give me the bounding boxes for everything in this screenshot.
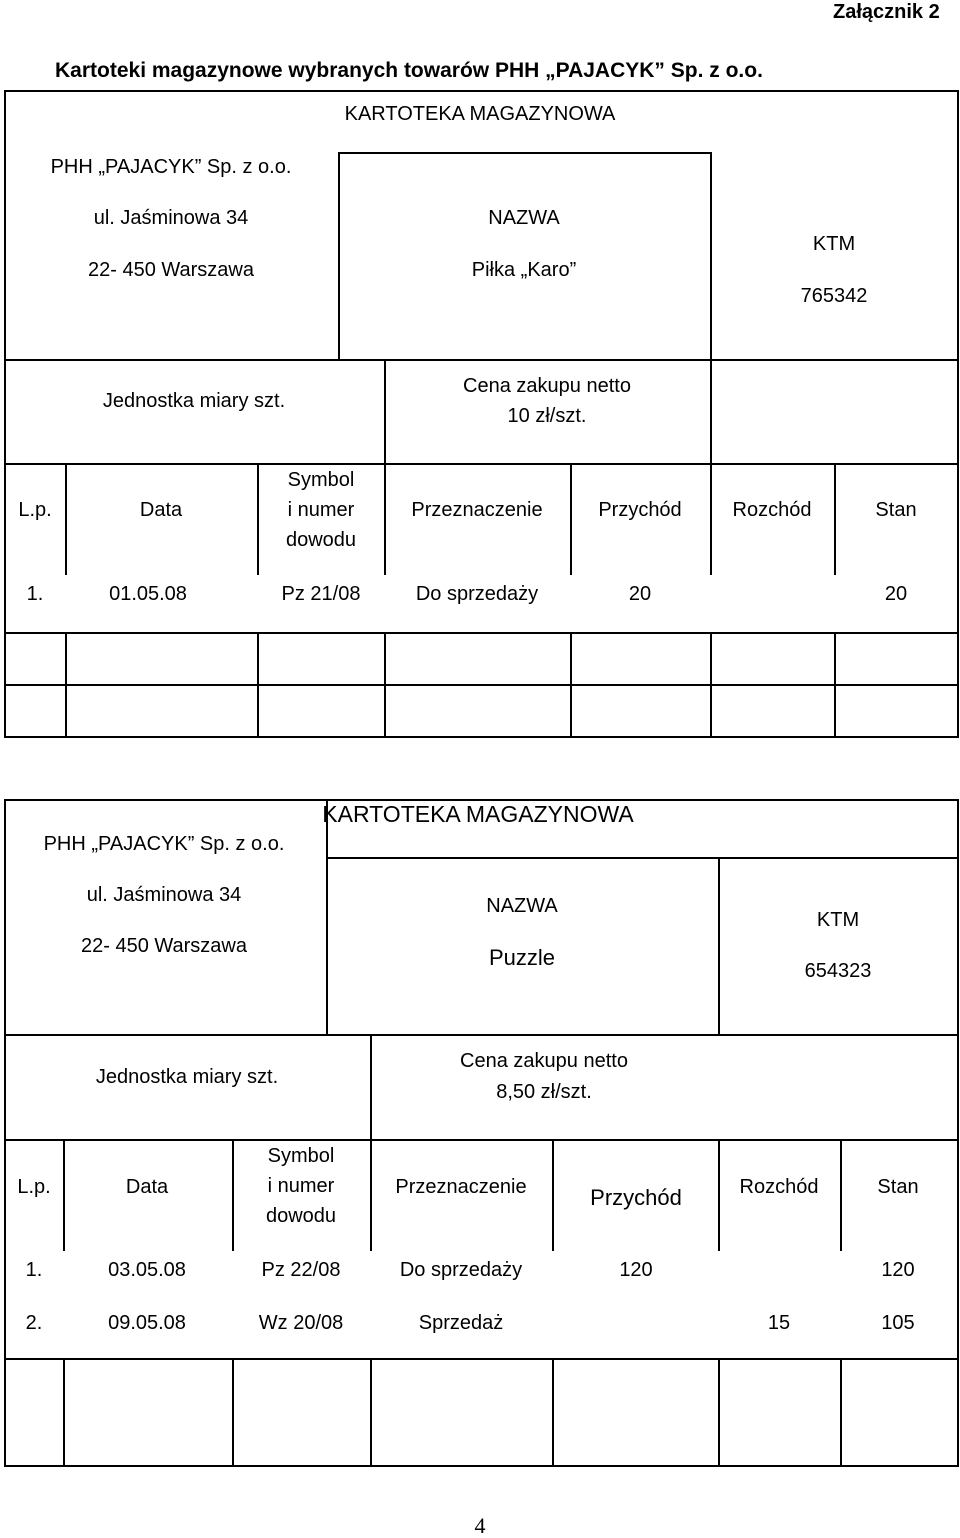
col-document-line-1: Symbol [287,469,355,491]
col-document-line-2: i numer [267,1175,335,1197]
cell-outgo: 15 [767,1312,791,1334]
page-number: 4 [474,1513,486,1538]
col-document [266,1141,336,1231]
col-date: Data [139,499,183,521]
col-document-line-3: dowodu [285,529,357,551]
cell-lp: 1. [25,1259,43,1281]
card-heading: KARTOTEKA MAGAZYNOWA [344,103,616,125]
cell-date: 01.05.08 [109,583,187,605]
ktm-value: 765342 [800,285,868,307]
card-heading: KARTOTEKA MAGAZYNOWA [322,801,634,827]
ktm-value: 654323 [804,960,872,982]
company-name: PHH „PAJACYK” Sp. z o.o. [43,833,285,855]
company-name: PHH „PAJACYK” Sp. z o.o. [50,156,292,178]
unit-of-measure: Jednostka miary szt. [95,1066,279,1088]
name-value: Piłka „Karo” [471,259,577,281]
cell-lp: 2. [25,1312,43,1334]
col-purpose: Przeznaczenie [395,1176,527,1198]
document-title: Kartoteki magazynowe wybranych towarów PHH „PAJACYK” Sp. z o.o. [55,59,763,82]
cell-stock: 20 [884,583,908,605]
col-outgo: Rozchód [739,1176,819,1198]
company-street: ul. Jaśminowa 34 [86,884,242,906]
cell-document: Pz 22/08 [261,1259,341,1281]
col-document-line-1: Symbol [267,1145,335,1167]
cell-document: Pz 21/08 [281,583,361,605]
cell-income: 120 [619,1259,653,1281]
company-street: ul. Jaśminowa 34 [93,207,249,229]
cell-purpose: Do sprzedaży [415,583,539,605]
col-income: Przychód [590,1185,682,1210]
col-document [286,465,356,555]
name-label: NAZWA [488,207,560,229]
company-city: 22- 450 Warszawa [88,259,254,281]
cell-lp: 1. [26,583,44,605]
cell-date: 03.05.08 [108,1259,186,1281]
annex-label: Załącznik 2 [833,1,940,23]
col-income: Przychód [598,499,682,521]
cell-document: Wz 20/08 [258,1312,344,1334]
unit-of-measure: Jednostka miary szt. [102,390,286,412]
ktm-label: KTM [816,909,860,931]
company-city: 22- 450 Warszawa [81,935,247,957]
price-value: 8,50 zł/szt. [496,1081,592,1103]
col-date: Data [125,1176,169,1198]
cell-purpose: Sprzedaż [418,1312,504,1334]
cell-stock: 105 [881,1312,915,1334]
ktm-label: KTM [812,233,856,255]
cell-purpose: Do sprzedaży [399,1259,523,1281]
name-value: Puzzle [488,945,556,970]
cell-stock: 120 [881,1259,915,1281]
col-outgo: Rozchód [732,499,812,521]
price-value: 10 zł/szt. [507,405,587,427]
cell-date: 09.05.08 [108,1312,186,1334]
price-label: Cena zakupu netto [460,1050,628,1072]
col-stock: Stan [875,499,917,521]
col-purpose: Przeznaczenie [411,499,543,521]
col-lp: L.p. [17,1176,51,1198]
col-lp: L.p. [18,499,52,521]
name-label: NAZWA [486,895,558,917]
cell-income: 20 [628,583,652,605]
col-document-line-3: dowodu [265,1205,337,1227]
price-label: Cena zakupu netto [463,375,631,397]
col-stock: Stan [877,1176,919,1198]
col-document-line-2: i numer [287,499,355,521]
